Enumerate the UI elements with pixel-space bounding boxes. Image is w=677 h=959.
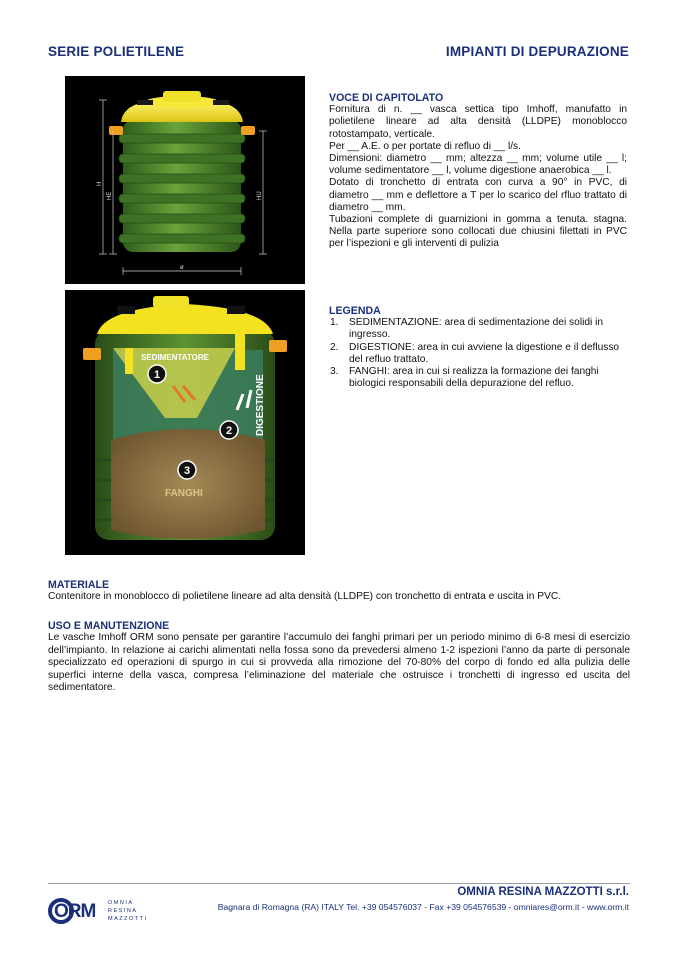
company-name: OMNIA RESINA MAZZOTTI s.r.l. xyxy=(457,886,629,898)
marker-3: 3 xyxy=(183,465,191,477)
category-title: IMPIANTI DI DEPURAZIONE xyxy=(445,44,629,59)
materiale-title: MATERIALE xyxy=(48,579,110,591)
marker-1: 1 xyxy=(153,369,161,381)
capitolato-section xyxy=(329,92,627,251)
logo-line-3: MAZZOTTI xyxy=(108,916,148,922)
label-fanghi: FANGHI xyxy=(165,488,203,499)
logo-line-1: OMNIA xyxy=(108,900,134,906)
dim-label-diameter: ø xyxy=(180,265,184,271)
uso-text: Le vasche Imhoff ORM sono pensate per garantire l’accumulo dei fanghi primari per un periodo minimo di 6-8 mesi di esercizio dell’impianto. In relazione ai carichi alimentati nella fossa sono da prevedersi almeno 1-2 ispezioni l’anno da parte di personale specializzato ed operazioni di spurgo in cui si provveda alla rimozione del 70-80% del corpo di fondo ed alla pulizia delle superfici interne della vasca, compresa l’eliminazione del materiale che ostruisce i tronchetti di ingresso ed uscita del sedimentatore. xyxy=(48,632,630,694)
legenda-title: LEGENDA xyxy=(329,305,381,317)
company-address: Bagnara di Romagna (RA) ITALY Tel. +39 054576037 - Fax +39 054576539 - omniares@orm.it - www.orm.it xyxy=(217,902,629,912)
capitolato-line: Dimensioni: diametro __ mm; altezza __ mm; volume utile __ l; volume sedimentatore __ l, volume digestione anaerobica __ l. xyxy=(329,153,627,177)
orm-logo xyxy=(48,890,158,930)
legenda-item: 3. FANGHI: area in cui si realizza la formazione dei fanghi biologici responsabili della depurazione del refluo. xyxy=(330,366,599,390)
dim-label-he: HE xyxy=(107,191,113,200)
tank-dimensions-image xyxy=(65,76,305,284)
series-title: SERIE POLIETILENE xyxy=(48,44,185,59)
label-digestione: DIGESTIONE xyxy=(255,374,266,436)
legenda-section xyxy=(329,305,627,390)
marker-2: 2 xyxy=(225,425,233,437)
dim-label-h: H xyxy=(97,181,103,186)
logo-line-2: RESINA xyxy=(108,908,138,914)
capitolato-title: VOCE DI CAPITOLATO xyxy=(329,92,444,104)
capitolato-line: Per __ A.E. o per portate di refluo di __ l/s. xyxy=(329,140,521,152)
capitolato-line: Fornitura di n. __ vasca settica tipo Imhoff, manufatto in polietilene lineare ad alta densità (LLDPE) monoblocco rotostampato, verticale. xyxy=(329,104,627,140)
uso-section xyxy=(48,620,630,694)
dim-label-hu: HU xyxy=(257,191,263,200)
logo-mark: ORM xyxy=(54,901,96,922)
legenda-list xyxy=(329,317,627,390)
uso-title: USO E MANUTENZIONE xyxy=(48,620,170,632)
materiale-section xyxy=(48,579,630,604)
materiale-text: Contenitore in monoblocco di polietilene lineare ad alta densità (LLDPE) con tronchetto di entrata e uscita in PVC. xyxy=(48,591,562,603)
capitolato-line: Dotato di tronchetto di entrata con curva a 90° in PVC, di diametro __ mm e deflettore a T per lo scarico del rfluo trattato di diametro __ mm. xyxy=(329,177,627,213)
capitolato-line: Tubazioni complete di guarnizioni in gomma a tenuta. stagna. Nella parte superiore sono collocati due chiusini filettati in PVC per l’ispezioni e gli interventi di pulizia xyxy=(329,214,627,250)
label-sedimentatore: SEDIMENTATORE xyxy=(141,353,210,362)
tank-section-image xyxy=(65,290,305,555)
footer-divider xyxy=(48,883,630,884)
legenda-item: 1. SEDIMENTAZIONE: area di sedimentazione dei solidi in ingresso. xyxy=(330,317,604,341)
legenda-item: 2. DIGESTIONE: area in cui avviene la digestione e il deflusso del refluo trattato. xyxy=(330,341,620,365)
